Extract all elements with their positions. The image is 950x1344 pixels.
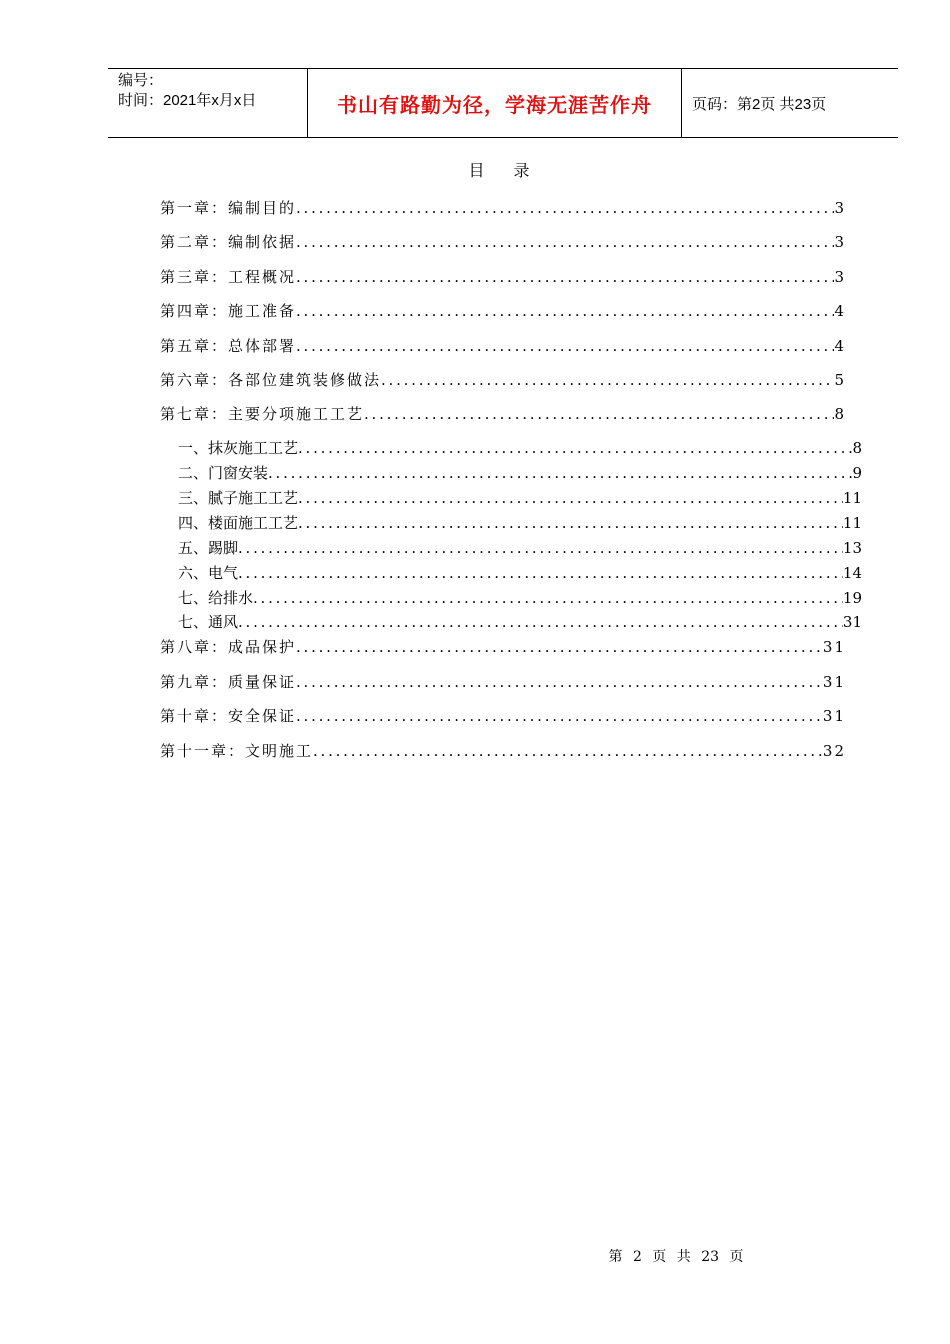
toc-entry[interactable] — [160, 300, 846, 321]
dot-leader — [238, 564, 843, 582]
toc-subentry[interactable] — [178, 587, 862, 608]
toc-title: 目 录 — [468, 161, 542, 180]
toc-entry-label: 二、门窗安装 — [178, 464, 269, 482]
toc-entry-page: 11 — [842, 489, 862, 507]
toc-entry-label: 第二章：编制依据 — [160, 233, 297, 251]
toc-entry-label: 第七章：主要分项施工工艺 — [160, 405, 365, 423]
toc-entry-label: 第十一章：文明施工 — [160, 742, 314, 760]
toc-entry-page: 13 — [842, 539, 862, 557]
toc-entry-page: 5 — [834, 371, 846, 389]
toc-entry-label: 七、通风 — [178, 613, 239, 631]
toc-subentry[interactable] — [178, 437, 862, 458]
dot-leader — [296, 199, 834, 217]
toc-entry[interactable] — [160, 197, 846, 218]
toc-entry-page: 8 — [834, 405, 846, 423]
toc-entry-page: 4 — [834, 302, 846, 320]
dot-leader — [298, 489, 843, 507]
toc-entry-page: 8 — [852, 439, 862, 457]
dot-leader — [296, 673, 823, 691]
toc-entry[interactable] — [160, 369, 846, 390]
toc-subentry[interactable] — [178, 487, 862, 508]
toc-subentry[interactable] — [178, 537, 862, 558]
toc-entry[interactable] — [160, 636, 846, 657]
header-page-info: 页码：第2页 共23页 — [692, 95, 827, 113]
document-number-label: 编号： — [118, 72, 164, 89]
toc-entry-page: 4 — [834, 337, 846, 355]
toc-entry[interactable] — [160, 335, 846, 356]
toc-entry-page: 31 — [842, 613, 862, 631]
dot-leader — [381, 371, 834, 389]
toc-entry-label: 六、电气 — [178, 564, 239, 582]
toc-entry[interactable] — [160, 231, 846, 252]
toc-subentry[interactable] — [178, 512, 862, 533]
dot-leader — [296, 233, 834, 251]
toc-entry-page: 3 — [834, 199, 846, 217]
toc-entry-page: 31 — [822, 638, 846, 656]
dot-leader — [313, 742, 823, 760]
dot-leader — [238, 539, 843, 557]
toc-entry-page: 14 — [842, 564, 862, 582]
toc-entry-label: 第四章：施工准备 — [160, 302, 297, 320]
toc-entry[interactable] — [160, 403, 846, 424]
header-motto: 书山有路勤为径，学海无涯苦作舟 — [308, 69, 682, 137]
toc-entry-page: 32 — [822, 742, 846, 760]
toc-entry-page: 3 — [834, 268, 846, 286]
toc-entry[interactable] — [160, 671, 846, 692]
dot-leader — [238, 613, 843, 631]
dot-leader — [296, 302, 834, 320]
toc-entry-page: 19 — [842, 589, 862, 607]
toc-entry-label: 七、给排水 — [178, 589, 254, 607]
document-time-label: 时间：2021年x月x日 — [118, 92, 257, 109]
dot-leader — [296, 707, 823, 725]
dot-leader — [296, 638, 823, 656]
toc-entry-page: 31 — [822, 673, 846, 691]
dot-leader — [298, 514, 843, 532]
toc-entry-label: 第三章：工程概况 — [160, 268, 297, 286]
dot-leader — [296, 337, 834, 355]
toc-entry[interactable] — [160, 740, 846, 761]
toc-entry-page: 31 — [822, 707, 846, 725]
toc-entry-label: 第八章：成品保护 — [160, 638, 297, 656]
toc-entry-label: 第十章：安全保证 — [160, 707, 297, 725]
toc-entry-page: 11 — [842, 514, 862, 532]
toc-entry-label: 第六章：各部位建筑装修做法 — [160, 371, 382, 389]
toc-entry-page: 3 — [834, 233, 846, 251]
toc-subentry[interactable] — [178, 611, 862, 632]
toc-entry-label: 四、楼面施工工艺 — [178, 514, 299, 532]
toc-entry-label: 第一章：编制目的 — [160, 199, 297, 217]
dot-leader — [268, 464, 852, 482]
page-footer: 第 2 页 共 23 页 — [608, 1249, 744, 1265]
toc-entry-page: 9 — [852, 464, 862, 482]
toc-entry[interactable] — [160, 705, 846, 726]
dot-leader — [298, 439, 852, 457]
toc-entry-label: 五、踢脚 — [178, 539, 239, 557]
dot-leader — [364, 405, 834, 423]
toc-entry-label: 一、抹灰施工工艺 — [178, 439, 299, 457]
toc-entry-label: 第五章：总体部署 — [160, 337, 297, 355]
toc-entry-label: 三、腻子施工工艺 — [178, 489, 299, 507]
toc-entry-label: 第九章：质量保证 — [160, 673, 297, 691]
toc-subentry[interactable] — [178, 562, 862, 583]
toc-entry[interactable] — [160, 266, 846, 287]
toc-subentry[interactable] — [178, 462, 862, 483]
dot-leader — [296, 268, 834, 286]
dot-leader — [253, 589, 843, 607]
